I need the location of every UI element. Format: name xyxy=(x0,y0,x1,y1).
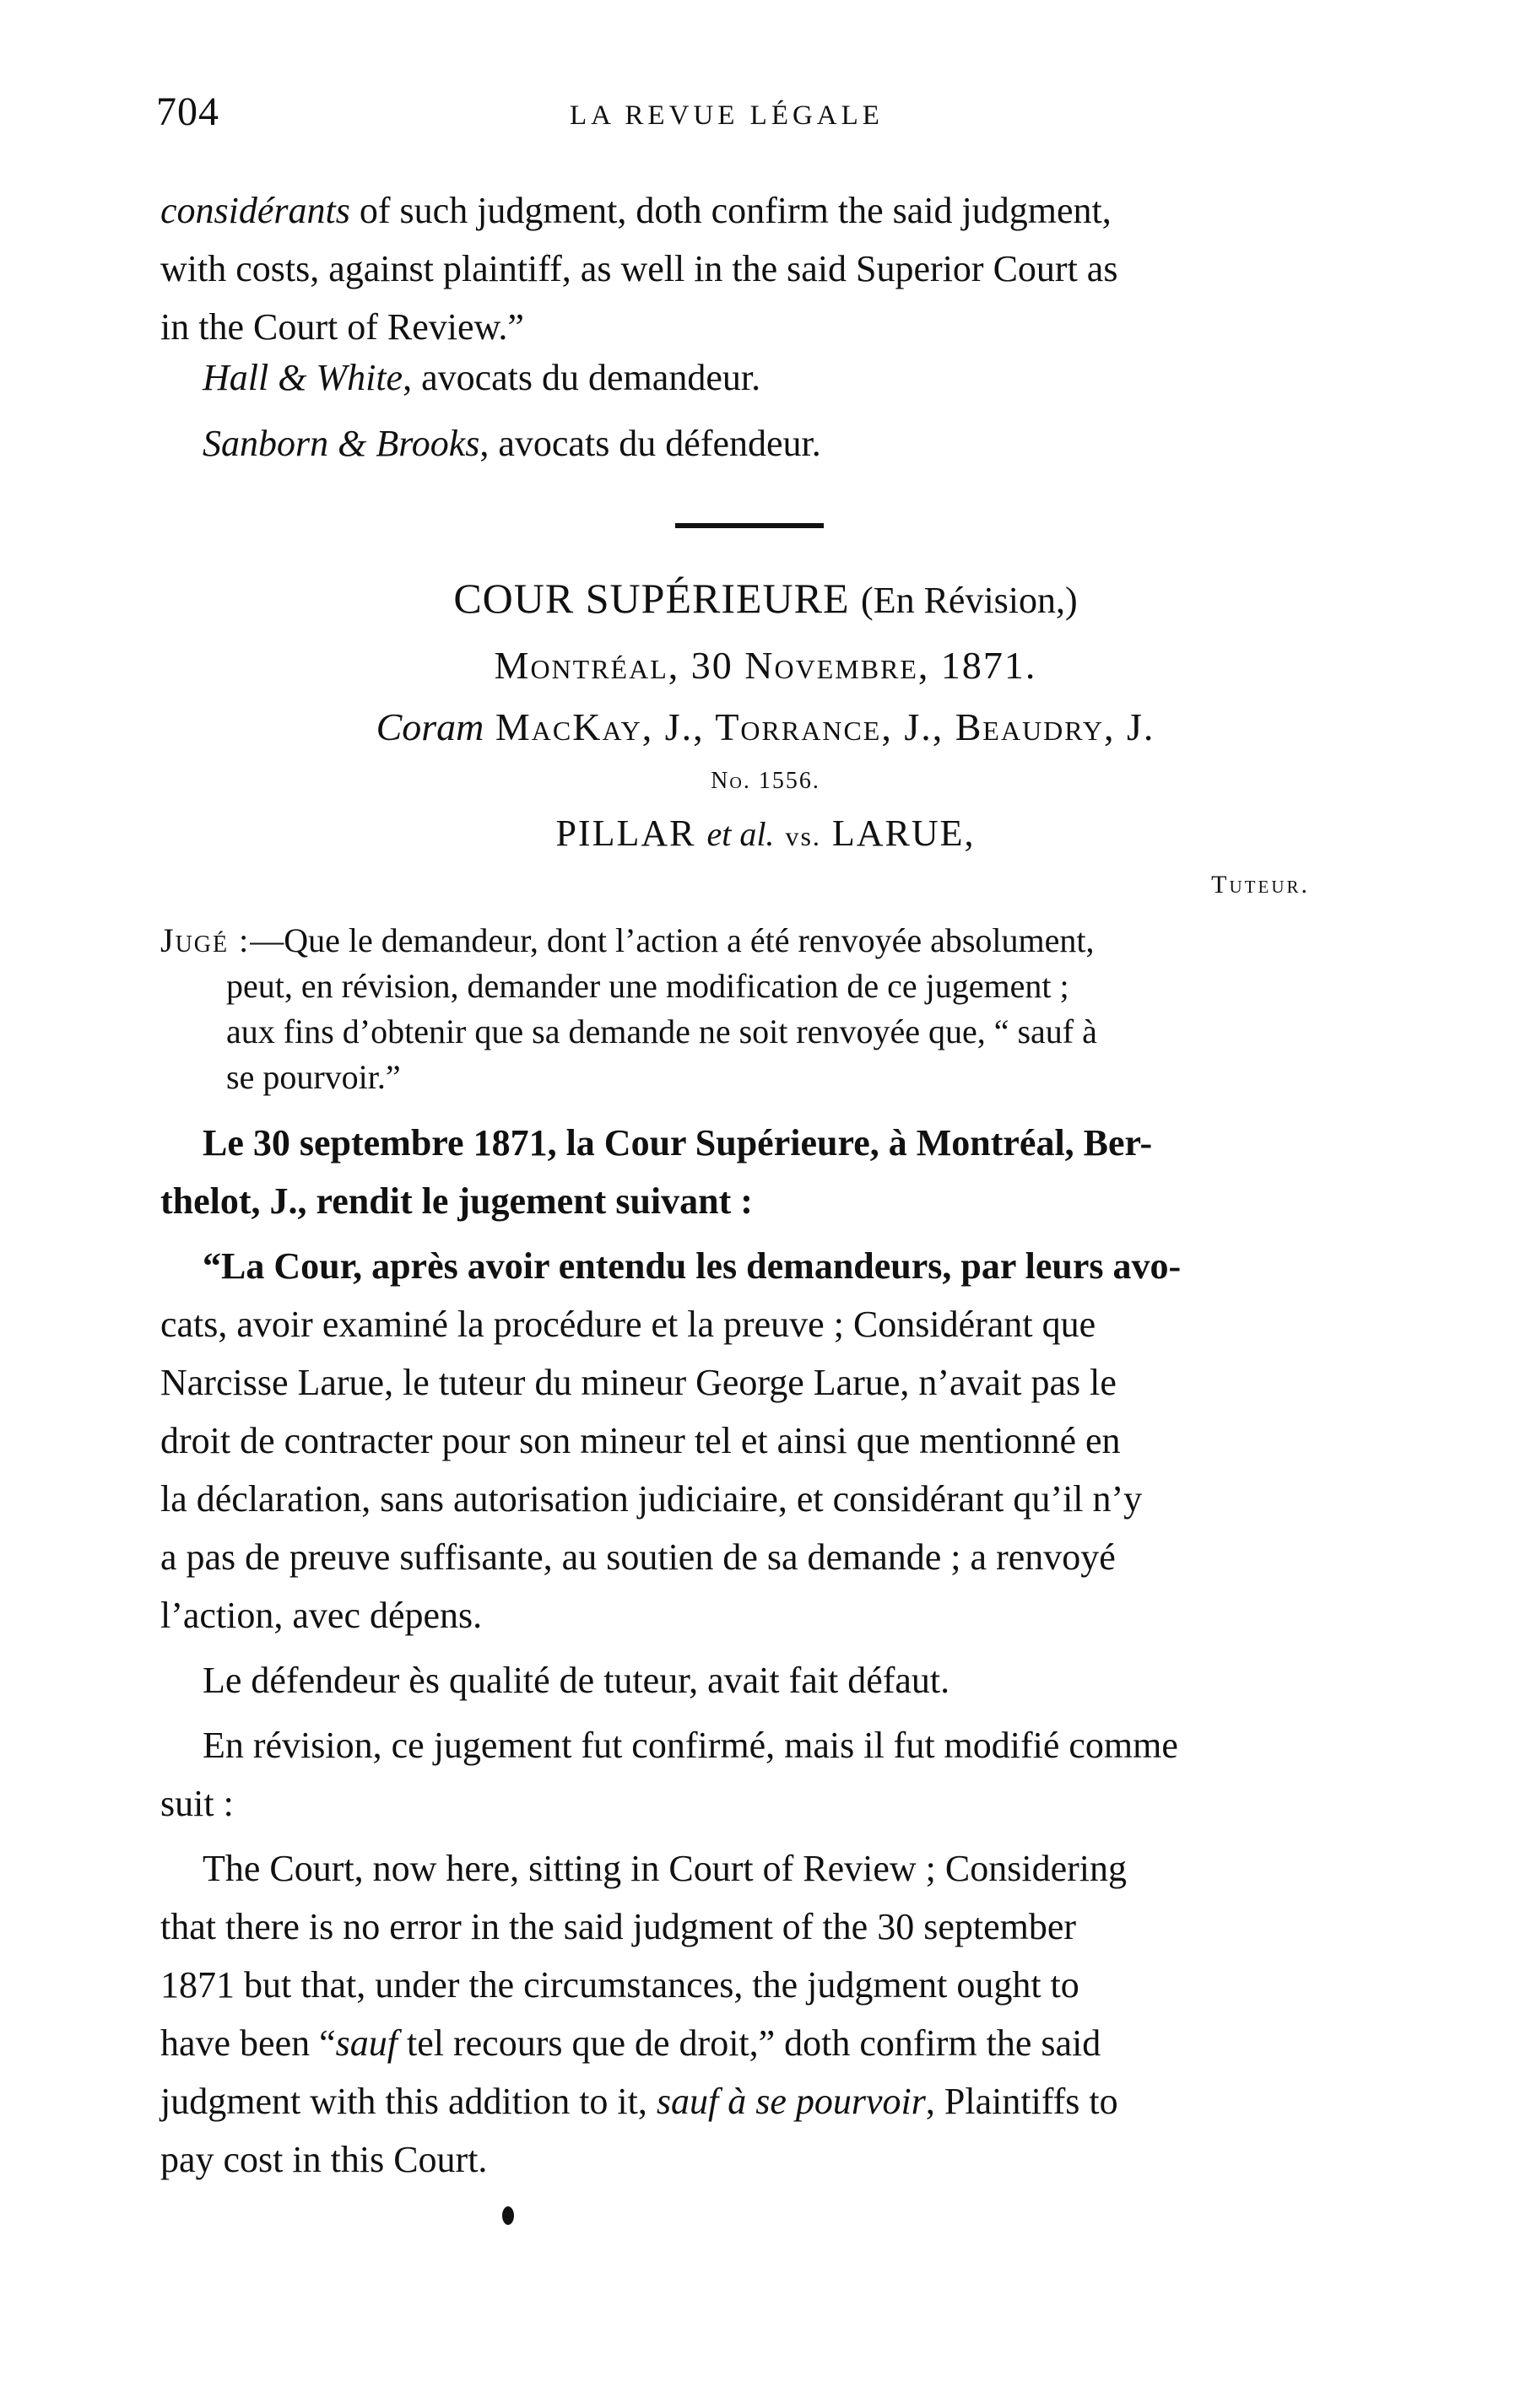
section-divider xyxy=(675,523,824,528)
text-line: pay cost in this Court. xyxy=(160,2139,488,2180)
plaintiff-lawyers-line xyxy=(203,356,760,399)
text-line: cats, avoir examiné la procédure et la preuve ; Considérant que xyxy=(160,1304,1096,1345)
headnote-text: aux fins d’obtenir que sa demande ne soit renvoyée que, “ sauf à xyxy=(226,1012,1097,1050)
text-line: a pas de preuve suffisante, au soutien de sa demande ; a renvoyé xyxy=(160,1536,1116,1578)
page-header xyxy=(156,89,1338,148)
text-line: suit : xyxy=(160,1783,234,1824)
case-parties xyxy=(0,812,1531,855)
headnote-text: —Que le demandeur, dont l’action a été renvoyée absolument, xyxy=(250,921,1095,959)
text-line: thelot, J., rendit le jugement suivant : xyxy=(160,1180,753,1222)
plaintiff-name: PILLAR xyxy=(555,813,696,854)
text-line xyxy=(160,181,1342,240)
headnote-text: peut, en révision, demander une modification de ce jugement ; xyxy=(226,967,1069,1005)
text-line: Le 30 septembre 1871, la Cour Supérieure, à Montréal, Ber- xyxy=(203,1122,1153,1164)
text-line: En révision, ce jugement fut confirmé, mais il fut modifié comme xyxy=(203,1725,1178,1766)
court-name: COUR SUPÉRIEURE xyxy=(453,575,850,622)
headnote xyxy=(160,918,1300,1100)
text-line: la déclaration, sans autorisation judiciaire, et considérant qu’il n’y xyxy=(160,1478,1143,1520)
page-number: 704 xyxy=(156,89,219,134)
judges: MacKay, J., Torrance, J., Beaudry, J. xyxy=(495,705,1155,748)
defendant-role: Tuteur. xyxy=(1211,871,1310,899)
headnote-label: Jugé : xyxy=(160,921,251,959)
court-title xyxy=(0,574,1531,623)
defendant-role: , avocats du défendeur. xyxy=(479,423,821,464)
previous-case-conclusion xyxy=(160,181,1342,356)
text-line: that there is no error in the said judgment of the 30 september xyxy=(160,1906,1077,1947)
coram-line xyxy=(0,705,1531,749)
defendant-lawyers-line xyxy=(203,422,821,465)
text-line xyxy=(160,2072,1342,2130)
headnote-text: se pourvoir.” xyxy=(226,1058,401,1096)
text-line: The Court, now here, sitting in Court of Review ; Considering xyxy=(203,1848,1127,1889)
text-line: 1871 but that, under the circumstances, the judgment ought to xyxy=(160,1964,1079,2006)
text-line: Narcisse Larue, le tuteur du mineur George Larue, n’avait pas le xyxy=(160,1362,1117,1403)
text-line xyxy=(160,2014,1342,2072)
coram-label: Coram xyxy=(376,705,484,748)
text-line: Le défendeur ès qualité de tuteur, avait fait défaut. xyxy=(203,1660,950,1701)
court-qualifier: (En Révision,) xyxy=(861,580,1078,621)
italic-term: sauf xyxy=(335,2022,398,2064)
text-span: judgment with this addition to it, xyxy=(160,2081,657,2122)
text-line: “La Cour, après avoir entendu les demandeurs, par leurs avo- xyxy=(203,1245,1182,1287)
plaintiff-role: , avocats du demandeur. xyxy=(403,357,761,398)
text-span: , Plaintiffs to xyxy=(925,2081,1118,2122)
versus: vs. xyxy=(785,821,821,851)
defendant-lawyers: Sanborn & Brooks xyxy=(203,423,480,464)
text-line: with costs, against plaintiff, as well in the said Superior Court as xyxy=(160,248,1118,289)
defendant-name: LARUE, xyxy=(831,813,976,854)
text-line: droit de contracter pour son mineur tel et ainsi que mentionné en xyxy=(160,1420,1121,1461)
text-line: l’action, avec dépens. xyxy=(160,1595,483,1636)
judgment-body xyxy=(160,1114,1342,2189)
case-date: Montréal, 30 Novembre, 1871. xyxy=(494,644,1037,687)
page-mark xyxy=(502,2206,514,2225)
plaintiff-lawyers: Hall & White xyxy=(203,357,403,398)
text-span: of such judgment, doth confirm the said judgment, xyxy=(349,190,1112,231)
running-title: LA REVUE LÉGALE xyxy=(570,100,884,131)
case-number: No. 1556. xyxy=(711,768,820,794)
text-span: have been “ xyxy=(160,2022,336,2064)
italic-term: sauf à se pourvoir xyxy=(656,2081,926,2122)
et-al: et al. xyxy=(706,815,775,853)
text-span: tel recours que de droit,” doth confirm the said xyxy=(398,2022,1101,2064)
text-line: in the Court of Review.” xyxy=(160,306,524,348)
italic-term: considérants xyxy=(160,190,350,231)
